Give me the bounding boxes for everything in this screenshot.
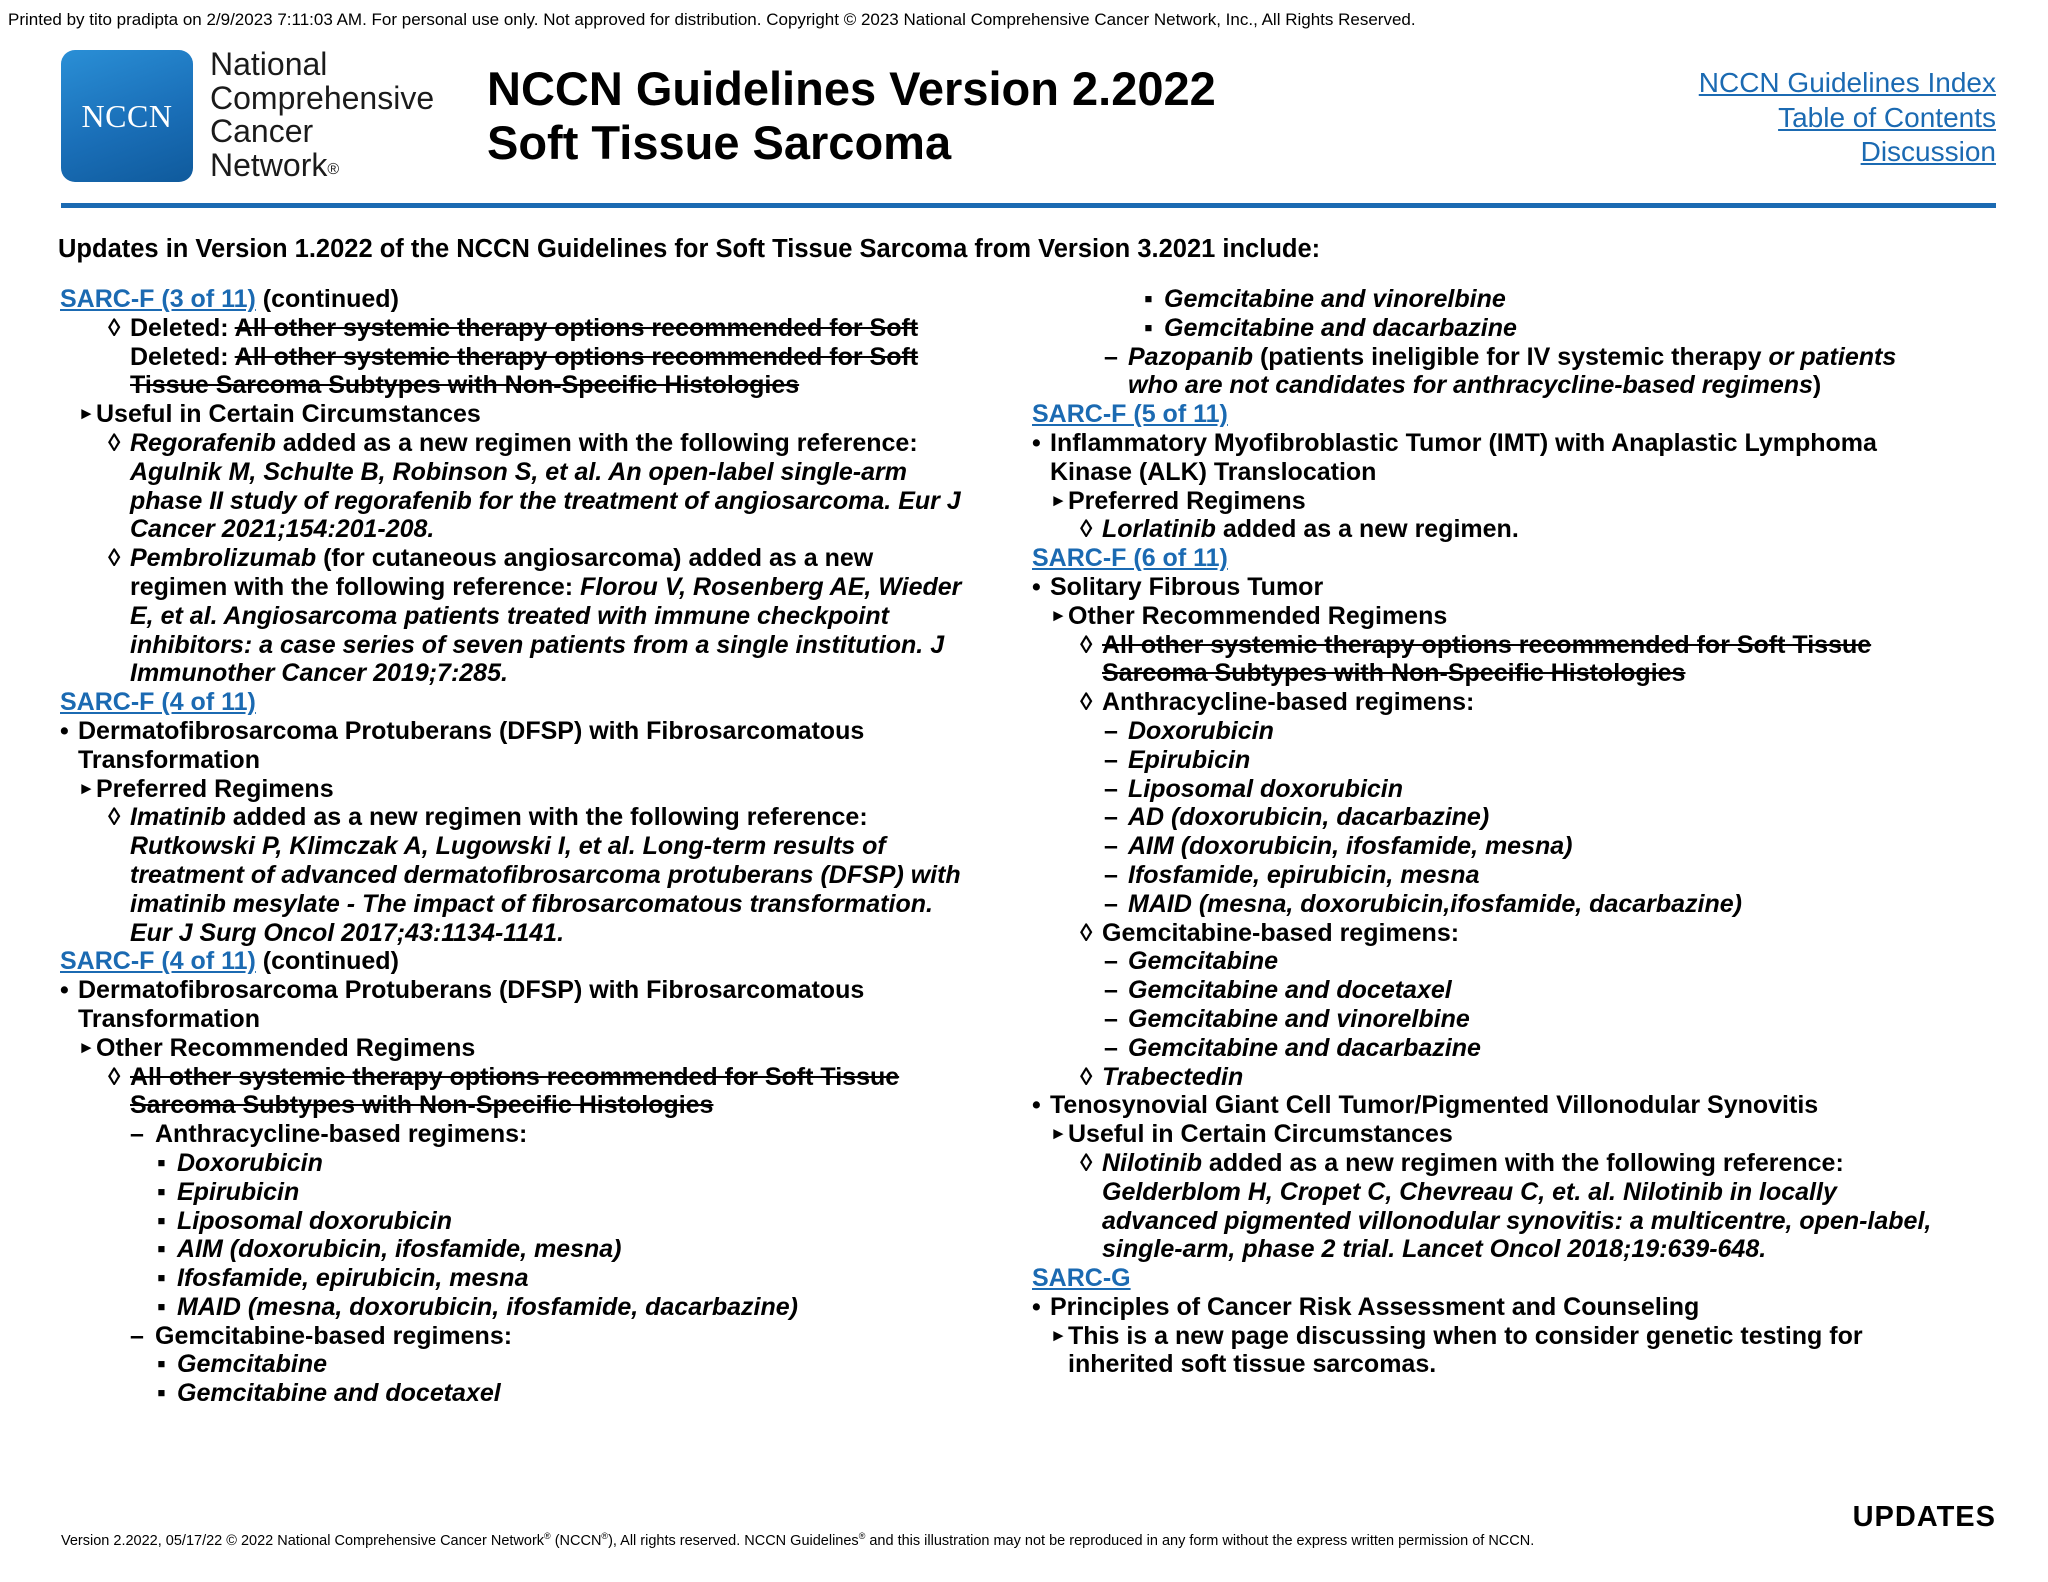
regimen-text: Liposomal doxorubicin: [177, 1206, 453, 1235]
line-text: Gemcitabine-based regimens:: [155, 1321, 513, 1350]
regimen-text: Epirubicin: [1128, 745, 1251, 774]
left-column: [60, 285, 1020, 1408]
line-text: Tenosynovial Giant Cell Tumor/Pigmented Villonodular Synovitis: [1050, 1091, 1819, 1120]
list-line: [60, 429, 1020, 458]
list-line: [1032, 832, 2002, 861]
line-text: Kinase (ALK) Translocation: [1050, 457, 1377, 486]
round-bullet-icon: •: [1032, 1292, 1041, 1321]
regimen-text: Gemcitabine: [177, 1350, 328, 1379]
square-bullet-icon: ▪: [157, 1379, 166, 1408]
list-line: [60, 1063, 1020, 1092]
deleted-text: Sarcoma Subtypes with Non-Specific Histologies: [130, 1091, 714, 1120]
drug-name: Imatinib: [130, 803, 226, 832]
list-line: [1032, 343, 2002, 372]
list-line: [60, 1120, 1020, 1149]
list-line: [60, 458, 1020, 487]
list-line: [1032, 458, 2002, 487]
line-text: Anthracycline-based regimens:: [155, 1120, 528, 1149]
list-line: [60, 861, 1020, 890]
registered-mark: ®: [601, 1531, 609, 1541]
list-line: [1032, 1207, 2002, 1236]
list-line: [1032, 1264, 2002, 1293]
list-line: [1032, 544, 2002, 573]
list-line: [60, 1005, 1020, 1034]
reference-text: E, et al. Angiosarcoma patients treated with immune checkpoint: [130, 601, 889, 630]
dash-bullet-icon: –: [1104, 716, 1118, 745]
regimen-text: Gemcitabine and dacarbazine: [1128, 1033, 1481, 1062]
dash-bullet-icon: –: [130, 1120, 144, 1149]
list-line: [1032, 976, 2002, 1005]
list-line: [60, 688, 1020, 717]
line-text: added as a new regimen with the following reference:: [275, 428, 918, 457]
regimen-text: Epirubicin: [177, 1177, 300, 1206]
list-line: [1032, 515, 2002, 544]
list-line: [1032, 746, 2002, 775]
footer-text: and this illustration may not be reproduced in any form without the express written permission of NCCN.: [865, 1532, 1535, 1549]
section-link[interactable]: SARC-F (4 of 11): [60, 688, 256, 717]
regimen-text: Gemcitabine: [1128, 947, 1279, 976]
list-line: [1032, 602, 2002, 631]
list-line: [1032, 1350, 2002, 1379]
regimen-text: Gemcitabine and docetaxel: [177, 1379, 501, 1408]
list-line: [1032, 487, 2002, 516]
round-bullet-icon: •: [1032, 428, 1041, 457]
round-bullet-icon: •: [60, 716, 69, 745]
organization-name: [210, 48, 434, 182]
diamond-bullet-icon: ◊: [1080, 688, 1093, 717]
line-text: inherited soft tissue sarcomas.: [1068, 1350, 1437, 1379]
list-line: [1032, 1178, 2002, 1207]
reference-text: imatinib mesylate - The impact of fibrosarcomatous transformation.: [130, 889, 933, 918]
list-line: [60, 717, 1020, 746]
list-line: [1032, 919, 2002, 948]
line-text: Useful in Certain Circumstances: [96, 400, 481, 429]
guidelines-index-link[interactable]: NCCN Guidelines Index: [1698, 67, 1996, 98]
list-line: [1032, 717, 2002, 746]
diamond-bullet-icon: ◊: [1080, 1148, 1093, 1177]
line-text: added as a new regimen.: [1215, 515, 1519, 544]
list-line: [60, 573, 1020, 602]
list-line: [1032, 1063, 2002, 1092]
reference-text: phase II study of regorafenib for the treatment of angiosarcoma. Eur J: [130, 486, 961, 515]
section-link[interactable]: SARC-F (5 of 11): [1032, 400, 1228, 429]
diamond-bullet-icon: ◊: [1080, 515, 1093, 544]
list-line: [1032, 1091, 2002, 1120]
dash-bullet-icon: –: [1104, 745, 1118, 774]
regimen-text: Gemcitabine and dacarbazine: [1164, 313, 1517, 342]
square-bullet-icon: ▪: [157, 1177, 166, 1206]
registered-mark: ®: [544, 1531, 551, 1541]
reference-text: inhibitors: a case series of seven patients from a single institution. J: [130, 630, 945, 659]
dash-bullet-icon: –: [130, 1321, 144, 1350]
section-link[interactable]: SARC-F (4 of 11): [60, 947, 256, 976]
round-bullet-icon: •: [1032, 1091, 1041, 1120]
list-line: [60, 832, 1020, 861]
dash-bullet-icon: –: [1104, 860, 1118, 889]
list-line: [60, 544, 1020, 573]
list-line: [60, 890, 1020, 919]
list-line: [60, 1034, 1020, 1063]
regimen-text: Liposomal doxorubicin: [1128, 774, 1404, 803]
list-line: [60, 515, 1020, 544]
deleted-text: Sarcoma Subtypes with Non-Specific Histologies: [1102, 659, 1686, 688]
deleted-text: All other systemic therapy options recommended for Soft: [234, 313, 919, 342]
drug-name: Pazopanib: [1128, 342, 1254, 371]
list-line: [1032, 947, 2002, 976]
list-line: [60, 1293, 1020, 1322]
section-link[interactable]: SARC-F (3 of 11): [60, 285, 256, 313]
arrow-bullet-icon: ►: [1050, 605, 1067, 625]
reference-text: Gelderblom H, Cropet C, Chevreau C, et. al. Nilotinib in locally: [1102, 1177, 1837, 1206]
list-line: [60, 1091, 1020, 1120]
right-column: [1032, 285, 2002, 1379]
line-text: Transformation: [78, 745, 260, 774]
square-bullet-icon: ▪: [1144, 313, 1153, 342]
regimen-text: Gemcitabine and vinorelbine: [1128, 1004, 1470, 1033]
line-text: Transformation: [78, 1004, 260, 1033]
drug-name: Lorlatinib: [1102, 515, 1216, 544]
logo-text: NCCN: [81, 97, 173, 134]
list-line: [60, 602, 1020, 631]
regimen-text: Gemcitabine and docetaxel: [1128, 976, 1452, 1005]
header-divider: [61, 203, 1996, 208]
line-text: Preferred Regimens: [96, 774, 334, 803]
list-line: [1032, 1005, 2002, 1034]
list-line: [60, 285, 1020, 314]
arrow-bullet-icon: ►: [78, 404, 95, 424]
line-text: ): [1812, 371, 1822, 400]
square-bullet-icon: ▪: [157, 1292, 166, 1321]
footer-text: (NCCN: [550, 1532, 602, 1549]
diamond-bullet-icon: ◊: [1080, 918, 1093, 947]
deleted-text: All other systemic therapy options recommended for Soft Tissue: [1102, 630, 1872, 659]
list-line: [60, 371, 1020, 400]
line-text: regimen with the following reference:: [130, 572, 581, 601]
diamond-bullet-icon: ◊: [108, 803, 121, 832]
dash-bullet-icon: –: [1104, 976, 1118, 1005]
list-line: [1032, 1034, 2002, 1063]
reference-text: Agulnik M, Schulte B, Robinson S, et al. An open-label single-arm: [130, 457, 907, 486]
arrow-bullet-icon: ►: [78, 1037, 95, 1057]
section-link[interactable]: SARC-G: [1032, 1264, 1131, 1293]
list-line: [60, 803, 1020, 832]
line-text: (continued): [255, 947, 399, 976]
dash-bullet-icon: –: [1104, 1004, 1118, 1033]
registered-mark: ®: [327, 160, 340, 178]
list-line: [1032, 573, 2002, 602]
list-line: [1032, 659, 2002, 688]
list-line: [60, 746, 1020, 775]
regimen-text: AIM (doxorubicin, ifosfamide, mesna): [1128, 832, 1573, 861]
list-line: [60, 343, 1020, 372]
reference-text: treatment of advanced dermatofibrosarcoma protuberans (DFSP) with: [130, 860, 961, 889]
footer-text: ), All rights reserved. NCCN Guidelines: [608, 1532, 859, 1549]
diamond-bullet-icon: ◊: [1080, 630, 1093, 659]
dash-bullet-icon: –: [1104, 947, 1118, 976]
guideline-nav-links: [1699, 66, 1996, 170]
line-text: Deleted:: [130, 313, 235, 342]
line-text: (continued): [255, 285, 399, 313]
page-title: [487, 62, 1216, 170]
drug-name: Nilotinib: [1102, 1148, 1202, 1177]
line-text: Preferred Regimens: [1068, 486, 1306, 515]
reference-text: Eur J Surg Oncol 2017;43:1134-1141.: [130, 918, 565, 947]
dash-bullet-icon: –: [1104, 803, 1118, 832]
diamond-bullet-icon: ◊: [108, 313, 121, 342]
cancer-type-title: Soft Tissue Sarcoma: [487, 116, 952, 169]
drug-name: Pembrolizumab: [130, 544, 317, 573]
list-line: [60, 1178, 1020, 1207]
diamond-bullet-icon: ◊: [108, 1062, 121, 1091]
table-of-contents-link[interactable]: Table of Contents: [1778, 101, 1996, 133]
page-section-tag: UPDATES: [1852, 1501, 1996, 1533]
reference-text: Florou V, Rosenberg AE, Wieder: [580, 572, 962, 601]
org-name-network: Network: [210, 146, 328, 183]
regimen-text: Doxorubicin: [1128, 716, 1274, 745]
list-line: [60, 1322, 1020, 1351]
line-text: This is a new page discussing when to consider genetic testing for: [1068, 1321, 1863, 1350]
list-line: [60, 1350, 1020, 1379]
regimen-text: Ifosfamide, epirubicin, mesna: [177, 1264, 529, 1293]
regimen-text: Ifosfamide, epirubicin, mesna: [1128, 860, 1480, 889]
list-line: [60, 775, 1020, 804]
line-text: Principles of Cancer Risk Assessment and Counseling: [1050, 1292, 1700, 1321]
line-text: Deleted:: [130, 342, 235, 371]
line-text: added as a new regimen with the following reference:: [1201, 1148, 1844, 1177]
drug-name: Regorafenib: [130, 428, 276, 457]
line-text: Dermatofibrosarcoma Protuberans (DFSP) with Fibrosarcomatous: [78, 716, 865, 745]
list-line: [60, 487, 1020, 516]
list-line: [60, 314, 1020, 343]
list-line: [1032, 1235, 2002, 1264]
line-text: Useful in Certain Circumstances: [1068, 1120, 1453, 1149]
section-link[interactable]: SARC-F (6 of 11): [1032, 544, 1228, 573]
deleted-text: All other systemic therapy options recommended for Soft Tissue: [130, 1062, 900, 1091]
reference-text: Immunother Cancer 2019;7:285.: [130, 659, 508, 688]
regimen-text: MAID (mesna, doxorubicin,ifosfamide, dacarbazine): [1128, 889, 1743, 918]
square-bullet-icon: ▪: [1144, 285, 1153, 313]
list-line: [1032, 429, 2002, 458]
deleted-text: Tissue Sarcoma Subtypes with Non-Specific Histologies: [130, 371, 800, 400]
square-bullet-icon: ▪: [157, 1264, 166, 1293]
arrow-bullet-icon: ►: [1050, 490, 1067, 510]
print-notice: Printed by tito pradipta on 2/9/2023 7:11:03 AM. For personal use only. Not approved for distribution. Copyright © 2023 National Comprehensive Cancer Network, Inc., All Rights Reserved.: [8, 10, 1416, 29]
list-line: [1032, 861, 2002, 890]
list-line: [1032, 314, 2002, 343]
org-name-line: National: [210, 46, 328, 82]
regimen-text: AD (doxorubicin, dacarbazine): [1128, 803, 1490, 832]
list-line: [60, 1149, 1020, 1178]
list-line: [1032, 1120, 2002, 1149]
list-line: [60, 947, 1020, 976]
footer-text: Version 2.2022, 05/17/22 © 2022 National Comprehensive Cancer Network: [61, 1532, 545, 1549]
arrow-bullet-icon: ►: [1050, 1124, 1067, 1144]
reference-text: single-arm, phase 2 trial. Lancet Oncol 2018;19:639-648.: [1102, 1235, 1767, 1264]
updates-heading: Updates in Version 1.2022 of the NCCN Guidelines for Soft Tissue Sarcoma from Version 3.2021 include:: [58, 235, 1321, 263]
list-line: [60, 976, 1020, 1005]
dash-bullet-icon: –: [1104, 1033, 1118, 1062]
round-bullet-icon: •: [1032, 572, 1041, 601]
list-line: [60, 919, 1020, 948]
list-line: [1032, 1293, 2002, 1322]
line-text: added as a new regimen with the following reference:: [225, 803, 868, 832]
list-line: [60, 1235, 1020, 1264]
regimen-text: AIM (doxorubicin, ifosfamide, mesna): [177, 1235, 622, 1264]
square-bullet-icon: ▪: [157, 1148, 166, 1177]
list-line: [60, 400, 1020, 429]
diamond-bullet-icon: ◊: [108, 428, 121, 457]
list-line: [60, 1207, 1020, 1236]
line-text: Solitary Fibrous Tumor: [1050, 572, 1324, 601]
list-line: [1032, 400, 2002, 429]
diamond-bullet-icon: ◊: [1080, 1062, 1093, 1091]
line-text: Inflammatory Myofibroblastic Tumor (IMT) with Anaplastic Lymphoma: [1050, 428, 1877, 457]
list-line: [1032, 688, 2002, 717]
regimen-text: Doxorubicin: [177, 1148, 323, 1177]
regimen-text: MAID (mesna, doxorubicin, ifosfamide, dacarbazine): [177, 1292, 798, 1321]
line-text: (for cutaneous angiosarcoma) added as a new: [316, 544, 874, 573]
square-bullet-icon: ▪: [157, 1206, 166, 1235]
line-text: Dermatofibrosarcoma Protuberans (DFSP) with Fibrosarcomatous: [78, 976, 865, 1005]
reference-text: Cancer 2021;154:201-208.: [130, 515, 435, 544]
reference-text: Rutkowski P, Klimczak A, Lugowski I, et al. Long-term results of: [130, 832, 886, 861]
list-line: [1032, 285, 2002, 314]
dash-bullet-icon: –: [1104, 889, 1118, 918]
list-line: [1032, 803, 2002, 832]
org-name-line: Cancer: [210, 113, 314, 149]
list-line: [1032, 1322, 2002, 1351]
org-name-line: [210, 146, 434, 183]
list-line: [1032, 890, 2002, 919]
registered-mark: ®: [858, 1531, 866, 1541]
added-text: or patients: [1768, 342, 1897, 371]
line-text: (patients ineligible for IV systemic therapy: [1253, 342, 1769, 371]
discussion-link[interactable]: Discussion: [1860, 136, 1996, 167]
list-line: [60, 1264, 1020, 1293]
copyright-footer: [61, 1527, 1534, 1550]
line-text: Gemcitabine-based regimens:: [1102, 918, 1460, 947]
org-name-line: Comprehensive: [210, 79, 435, 116]
line-text: Other Recommended Regimens: [1068, 601, 1448, 630]
square-bullet-icon: ▪: [157, 1350, 166, 1379]
line-text: Other Recommended Regimens: [96, 1033, 476, 1062]
regimen-text: Gemcitabine and vinorelbine: [1164, 285, 1506, 313]
dash-bullet-icon: –: [1104, 342, 1118, 371]
list-line: [1032, 1149, 2002, 1178]
list-line: [60, 631, 1020, 660]
square-bullet-icon: ▪: [157, 1235, 166, 1264]
list-line: [1032, 631, 2002, 660]
dash-bullet-icon: –: [1104, 774, 1118, 803]
deleted-text: All other systemic therapy options recommended for Soft: [234, 342, 919, 371]
added-text: who are not candidates for anthracycline-based regimens: [1128, 371, 1813, 400]
list-line: [1032, 775, 2002, 804]
diamond-bullet-icon: ◊: [108, 544, 121, 573]
list-line: [60, 1379, 1020, 1408]
arrow-bullet-icon: ►: [1050, 1325, 1067, 1345]
dash-bullet-icon: –: [1104, 832, 1118, 861]
arrow-bullet-icon: ►: [78, 778, 95, 798]
regimen-text: Trabectedin: [1102, 1062, 1244, 1091]
reference-text: advanced pigmented villonodular synovitis: a multicentre, open-label,: [1102, 1206, 1932, 1235]
list-line: [60, 659, 1020, 688]
line-text: Anthracycline-based regimens:: [1102, 688, 1475, 717]
nccn-logo: [61, 50, 193, 182]
list-line: [1032, 371, 2002, 400]
round-bullet-icon: •: [60, 976, 69, 1005]
guidelines-version-title: NCCN Guidelines Version 2.2022: [487, 62, 1216, 115]
